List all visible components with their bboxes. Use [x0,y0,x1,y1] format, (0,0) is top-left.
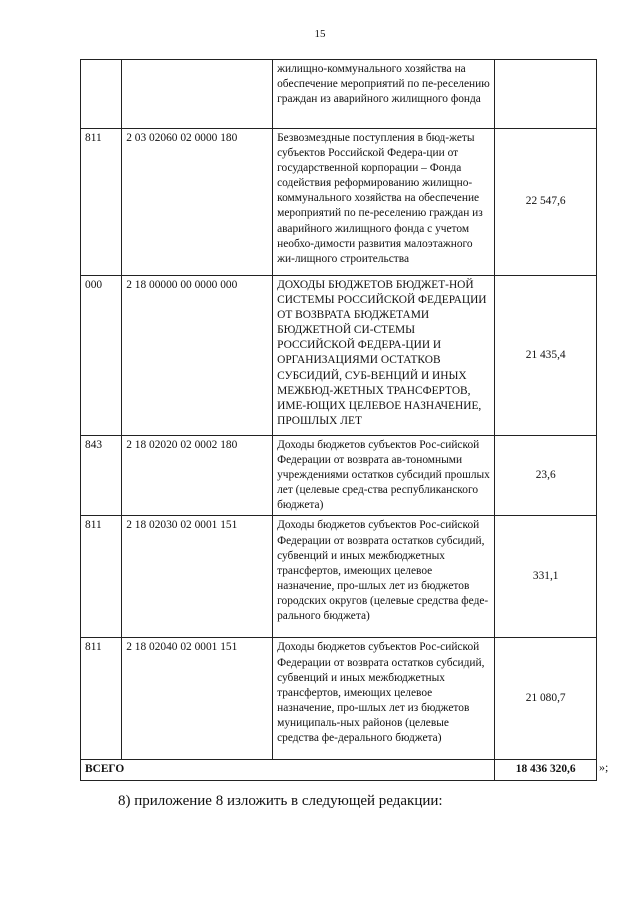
budget-code-cell: 2 18 02020 02 0002 180 [122,436,273,516]
revenue-table [80,59,597,781]
amount-cell: 331,1 [495,516,597,638]
total-amount: 18 436 320,6 [495,760,597,780]
total-empty-cell [122,760,273,780]
admin-code-cell: 811 [81,638,122,760]
budget-code-cell: 2 18 02030 02 0001 151 [122,516,273,638]
admin-code-cell: 843 [81,436,122,516]
table-row [81,638,597,760]
amount-cell: 22 547,6 [495,129,597,276]
budget-code-cell [122,60,273,129]
total-row [81,760,597,780]
table-row [81,276,597,436]
description-cell: Безвозмездные поступления в бюд-жеты субъектов Российской Федера-ции от государственной корпорации – Фонда содействия реформированию жилищно-коммунального хозяйства на обеспечение мероприятий по пе-реселению граждан из аварийного жилищного фонда с учетом необхо-димости развития малоэтажного жи-лищного строительства [273,129,495,276]
admin-code-cell: 811 [81,516,122,638]
description-cell: Доходы бюджетов субъектов Рос-сийской Федерации от возврата остатков субсидий, субвенций и иных межбюджетных трансфертов, имеющих целевое назначение, про-шлых лет из бюджетов городских округов (целевые средства феде-рального бюджета) [273,516,495,638]
closing-quote-mark: »; [599,760,609,774]
description-cell: ДОХОДЫ БЮДЖЕТОВ БЮДЖЕТ-НОЙ СИСТЕМЫ РОССИЙСКОЙ ФЕДЕРАЦИИ ОТ ВОЗВРАТА БЮДЖЕТАМИ БЮДЖЕТНОЙ СИ-СТЕМЫ РОССИЙСКОЙ ФЕДЕРА-ЦИИ И ОРГАНИЗАЦИЯМИ ОСТАТКОВ СУБСИДИЙ, СУБ-ВЕНЦИЙ И ИНЫХ МЕЖБЮД-ЖЕТНЫХ ТРАНСФЕРТОВ, ИМЕ-ЮЩИХ ЦЕЛЕВОЕ НАЗНАЧЕНИЕ, ПРОШЛЫХ ЛЕТ [273,276,495,436]
amount-cell: 21 080,7 [495,638,597,760]
amount-cell: 21 435,4 [495,276,597,436]
amendment-paragraph: 8) приложение 8 изложить в следующей редакции: [118,793,443,809]
description-cell: жилищно-коммунального хозяйства на обеспечение мероприятий по пе-реселению граждан из аварийного жилищного фонда [273,60,495,129]
admin-code-cell: 000 [81,276,122,436]
budget-code-cell: 2 03 02060 02 0000 180 [122,129,273,276]
page-number: 15 [314,28,326,40]
table-row [81,60,597,129]
description-cell: Доходы бюджетов субъектов Рос-сийской Федерации от возврата ав-тономными учреждениями остатков субсидий прошлых лет (целевые сред-ства республиканского бюджета) [273,436,495,516]
total-empty-cell [273,760,495,780]
total-label: ВСЕГО [81,760,122,780]
budget-code-cell: 2 18 02040 02 0001 151 [122,638,273,760]
amount-cell: 23,6 [495,436,597,516]
admin-code-cell: 811 [81,129,122,276]
amount-cell [495,60,597,129]
table-row [81,436,597,516]
table-row [81,129,597,276]
description-cell: Доходы бюджетов субъектов Рос-сийской Федерации от возврата остатков субсидий, субвенций и иных межбюджетных трансфертов, имеющих целевое назначение, про-шлых лет из бюджетов муниципаль-ных районов (целевые средства фе-дерального бюджета) [273,638,495,760]
budget-code-cell: 2 18 00000 00 0000 000 [122,276,273,436]
admin-code-cell [81,60,122,129]
table-row [81,516,597,638]
